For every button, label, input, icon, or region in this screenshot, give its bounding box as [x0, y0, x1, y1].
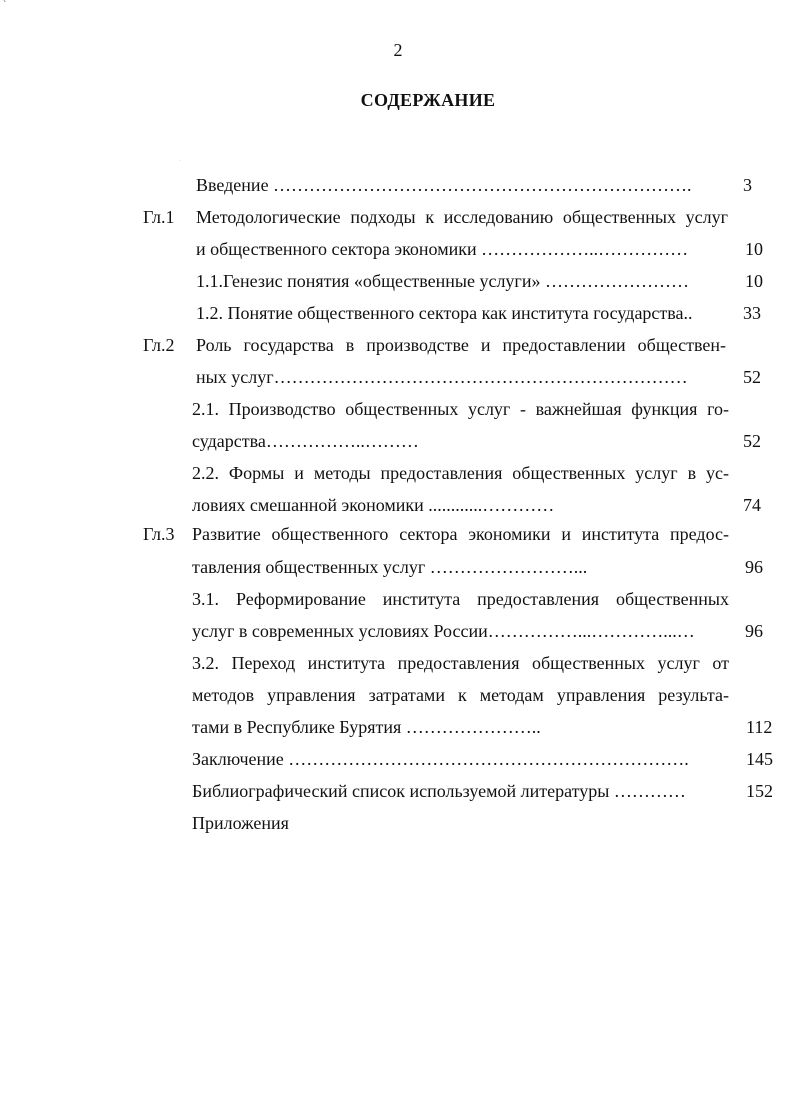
toc-line-1-1: 1.1.Генезис понятия «общественные услуги» ……………………: [196, 271, 689, 291]
toc-page: 145: [746, 749, 773, 769]
toc-line-ch2: Роль государства в производстве и предоставлении обществен-: [196, 335, 726, 355]
toc-page: 33: [743, 303, 761, 323]
toc-line-ch3-cont: тавления общественных услуг ……………………...: [192, 557, 588, 577]
toc-line-1-2: 1.2. Понятие общественного сектора как института государства..: [196, 303, 693, 323]
page-number: 2: [393, 40, 403, 60]
toc-page: 96: [745, 557, 763, 577]
toc-line-2-2-cont: ловиях смешанной экономики ............…………: [192, 495, 555, 515]
toc-line-appendices: Приложения: [192, 813, 289, 833]
toc-line-3-2-end: тами в Республике Бурятия …………………..: [192, 717, 541, 737]
toc-page: 52: [743, 431, 761, 451]
page-title: СОДЕРЖАНИЕ: [360, 90, 496, 110]
corner-mark: `: [3, 0, 7, 11]
toc-line-2-1-cont: сударства……………..………: [192, 431, 419, 451]
toc-page: 10: [745, 271, 763, 291]
stray-mark: ·: [179, 158, 181, 164]
toc-line-ch1: Методологические подходы к исследованию общественных услуг: [196, 207, 728, 227]
toc-page: 74: [743, 495, 761, 515]
toc-page: 10: [745, 239, 763, 259]
toc-page: 152: [746, 781, 773, 801]
toc-line-conclusion: Заключение ………………………………………………………….: [192, 749, 689, 769]
toc-line-intro: Введение …………………………………………………………….: [196, 175, 692, 195]
toc-line-3-1: 3.1. Реформирование института предоставления общественных: [192, 589, 729, 609]
toc-line-ch3: Развитие общественного сектора экономики и института предос-: [192, 524, 729, 544]
toc-page: 3: [743, 175, 752, 195]
toc-line-3-2: 3.2. Переход института предоставления общественных услуг от: [192, 653, 729, 673]
toc-line-3-1-cont: услуг в современных условиях России……………...…………...…: [192, 621, 695, 641]
toc-page: 52: [743, 367, 761, 387]
toc-line-3-2-cont: методов управления затратами к методам управления результа-: [192, 685, 729, 705]
toc-line-ch2-cont: ных услуг……………………………………………………………: [196, 367, 688, 387]
toc-page: 112: [746, 717, 773, 737]
toc-line-2-2: 2.2. Формы и методы предоставления общественных услуг в ус-: [192, 463, 729, 483]
toc-page: 96: [745, 621, 763, 641]
chapter-label-2: Гл.2: [143, 335, 175, 355]
chapter-label-1: Гл.1: [143, 207, 175, 227]
toc-line-ch1-cont: и общественного сектора экономики ………………..……………: [196, 239, 689, 259]
chapter-label-3: Гл.3: [143, 524, 175, 544]
toc-line-2-1: 2.1. Производство общественных услуг - важнейшая функция го-: [192, 399, 729, 419]
toc-line-bibliography: Библиографический список используемой литературы …………: [192, 781, 686, 801]
